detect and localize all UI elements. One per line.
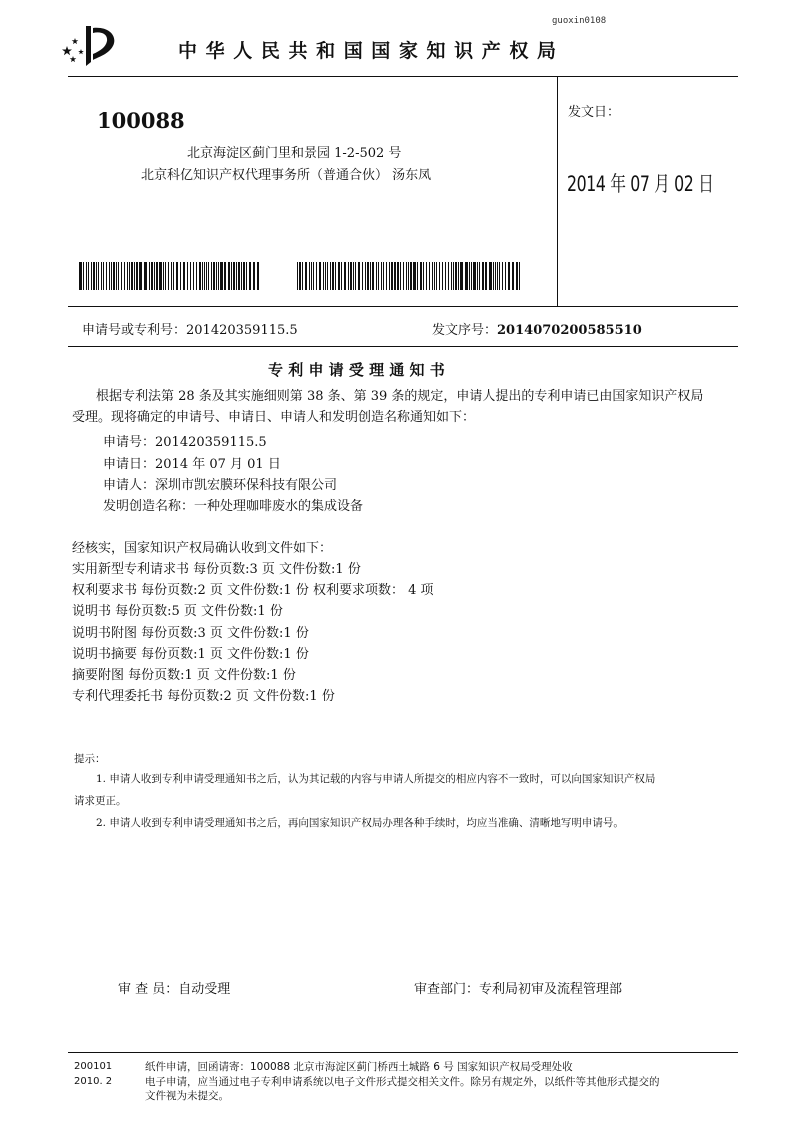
barcode-bar: [344, 262, 346, 290]
barcode-bar: [458, 262, 459, 290]
examiner-label: 审 查 员：: [118, 982, 179, 997]
barcode-bar: [413, 262, 416, 290]
barcode-bar: [389, 262, 390, 290]
barcode-bar: [309, 262, 310, 290]
barcode-right: [297, 262, 520, 290]
barcode-bar: [489, 262, 492, 290]
barcode-bar: [243, 262, 245, 290]
barcode-bar: [519, 262, 520, 290]
barcode-bar: [479, 262, 480, 290]
department-value: 专利局初审及流程管理部: [479, 982, 623, 997]
barcode-bar: [417, 262, 418, 290]
barcode-bar: [118, 262, 119, 290]
barcode-bar: [96, 262, 97, 290]
tips-label: 提示：: [74, 753, 106, 765]
dispatch-date: 2014 年 07 月 02 日: [567, 172, 714, 196]
barcode-bar: [257, 262, 259, 290]
barcode-bar: [332, 262, 334, 290]
barcode-bar: [386, 262, 387, 290]
serial-number: 2014070200585510: [497, 323, 642, 338]
footer-line-1: 纸件申请，回函请寄：100088 北京市海淀区蓟门桥西土城路 6 号 国家知识产权局受理处收: [145, 1061, 573, 1073]
serial-number-label: 发文序号：: [432, 323, 498, 338]
barcode-bar: [196, 262, 197, 290]
examiner-value: 自动受理: [178, 982, 231, 997]
barcode-bar: [406, 262, 407, 290]
barcode-bar: [448, 262, 449, 290]
barcode-bar: [505, 262, 506, 290]
barcode-bar: [236, 262, 237, 290]
barcode-bar: [365, 262, 366, 290]
barcode-bar: [323, 262, 324, 290]
application-number: 201420359115.5: [186, 323, 298, 338]
barcode-bar: [316, 262, 317, 290]
barcode-bar: [442, 262, 443, 290]
barcode-bar: [429, 262, 430, 290]
barcode-bar: [367, 262, 369, 290]
address-bottom-rule: [68, 306, 738, 307]
barcode-bar: [423, 262, 424, 290]
barcode-bar: [149, 262, 150, 290]
barcode-bar: [426, 262, 427, 290]
footer-code-1: 200101: [74, 1061, 113, 1072]
barcode-bar: [313, 262, 314, 290]
document-item: 权利要求书 每份页数:2 页 文件份数:1 份 权利要求项数： 4 项: [72, 583, 434, 598]
barcode-bar: [134, 262, 135, 290]
barcode-bar: [218, 262, 219, 290]
barcode-bar: [495, 262, 496, 290]
barcode-bar: [213, 262, 215, 290]
examiner-row: [118, 978, 230, 997]
barcode-bar: [439, 262, 440, 290]
footer-code-2: 2010. 2: [74, 1076, 113, 1087]
barcode-bar: [171, 262, 172, 290]
barcode-bar: [199, 262, 201, 290]
barcode-bar: [403, 262, 404, 290]
barcode-bar: [370, 262, 371, 290]
barcode-bar: [362, 262, 363, 290]
barcode-bar: [168, 262, 169, 290]
tip-2: 2. 申请人收到专利申请受理通知书之后，再向国家知识产权局办理各种手续时，均应当准确、清晰地写明申请号。: [96, 817, 624, 829]
barcode-bar: [159, 262, 162, 290]
verified-intro: 经核实，国家知识产权局确认收到文件如下：: [72, 541, 333, 556]
barcode-bar: [111, 262, 112, 290]
barcode-bar: [121, 262, 122, 290]
barcode-bar: [180, 262, 181, 290]
barcode-bar: [516, 262, 518, 290]
document-item: 摘要附图 每份页数:1 页 文件份数:1 份: [72, 668, 296, 683]
barcode-bar: [383, 262, 384, 290]
barcode-bar: [436, 262, 437, 290]
barcode-bar: [453, 262, 454, 290]
barcode-bar: [113, 262, 115, 290]
document-item: 实用新型专利请求书 每份页数:3 页 文件份数:1 份: [72, 562, 361, 577]
barcode-bar: [136, 262, 138, 290]
barcode-bar: [394, 262, 396, 290]
barcode-bar: [101, 262, 102, 290]
application-number-label: 申请号或专利号：: [82, 323, 187, 338]
serial-number-row: [432, 319, 642, 338]
barcode-bar: [233, 262, 235, 290]
barcode-bar: [224, 262, 226, 290]
barcode-bar: [497, 262, 498, 290]
barcode-bar: [451, 262, 452, 290]
barcode-bar: [173, 262, 174, 290]
barcode-bar: [327, 262, 328, 290]
barcode-bar: [163, 262, 164, 290]
address-line-1: 北京海淀区蓟门里和景园 1-2-502 号: [187, 146, 402, 161]
barcode-bar: [139, 262, 142, 290]
barcode-bar: [397, 262, 399, 290]
department-row: [414, 978, 622, 997]
barcode-bar: [93, 262, 95, 290]
barcode-bar: [432, 262, 433, 290]
footer-line-2: 电子申请，应当通过电子专利申请系统以电子文件形式提交相关文件。除另有规定外，以纸件等其他形式提交的: [145, 1076, 660, 1088]
barcode-bar: [460, 262, 463, 290]
barcode-bar: [106, 262, 107, 290]
barcode-bar: [187, 262, 188, 290]
document-item: 说明书附图 每份页数:3 页 文件份数:1 份: [72, 626, 309, 641]
barcode-bar: [154, 262, 155, 290]
barcode-bar: [493, 262, 494, 290]
barcode-bar: [86, 262, 87, 290]
barcode-bar: [473, 262, 476, 290]
barcode-bar: [381, 262, 382, 290]
barcode-bar: [299, 262, 301, 290]
barcode-bar: [391, 262, 393, 290]
barcode-bar: [98, 262, 99, 290]
barcode-bar: [109, 262, 110, 290]
intro-line-2: 受理。现将确定的申请号、申请日、申请人和发明创造名称通知如下：: [72, 410, 476, 425]
barcode-bar: [176, 262, 178, 290]
barcode-bar: [127, 262, 128, 290]
barcode-bar: [499, 262, 500, 290]
barcode-bar: [91, 262, 92, 290]
dispatch-date-label: 发文日：: [568, 105, 621, 120]
document-item: 专利代理委托书 每份页数:2 页 文件份数:1 份: [72, 689, 335, 704]
barcode-bar: [131, 262, 133, 290]
barcode-bar: [190, 262, 191, 290]
barcode-bar: [297, 262, 298, 290]
footer-rule: [68, 1052, 738, 1053]
cnipa-logo: [60, 22, 118, 68]
application-number-row: [82, 319, 298, 338]
barcode-bar: [246, 262, 247, 290]
header-rule: [68, 76, 738, 77]
document-item: 说明书摘要 每份页数:1 页 文件份数:1 份: [72, 647, 309, 662]
field-application-number: 申请号：201420359115.5: [103, 435, 267, 450]
barcode-bar: [83, 262, 84, 290]
tip-1-line-2: 请求更正。: [74, 795, 127, 807]
barcode-bar: [241, 262, 242, 290]
barcode-bar: [302, 262, 303, 290]
barcode-bar: [465, 262, 468, 290]
document-code: guoxin0108: [552, 16, 607, 26]
barcode-bar: [455, 262, 457, 290]
barcode-bar: [469, 262, 470, 290]
field-applicant: 申请人：深圳市凯宏膜环保科技有限公司: [103, 478, 338, 493]
barcode-bar: [400, 262, 401, 290]
barcode-bar: [335, 262, 336, 290]
document-item: 说明书 每份页数:5 页 文件份数:1 份: [72, 604, 283, 619]
barcode-bar: [408, 262, 409, 290]
barcode-bar: [330, 262, 331, 290]
barcode-bar: [325, 262, 326, 290]
barcode-bar: [211, 262, 212, 290]
postcode: 100088: [97, 108, 185, 133]
field-invention-title: 发明创造名称：一种处理咖啡废水的集成设备: [103, 499, 364, 514]
address-line-2: 北京科亿知识产权代理事务所（普通合伙） 汤东凤: [141, 168, 432, 183]
barcode-bar: [216, 262, 217, 290]
star-icon: [62, 46, 72, 55]
barcode-bar: [165, 262, 166, 290]
department-label: 审查部门：: [414, 982, 480, 997]
barcode-bar: [305, 262, 307, 290]
notice-title: 专 利 申 请 受 理 通 知 书: [268, 361, 445, 379]
barcode-bar: [204, 262, 205, 290]
barcode-bar: [477, 262, 478, 290]
barcode-bar: [183, 262, 185, 290]
barcode-bar: [311, 262, 312, 290]
number-rule: [68, 346, 738, 347]
barcode-bar: [156, 262, 158, 290]
barcode-bar: [355, 262, 356, 290]
barcode-left: [79, 262, 261, 290]
barcode-bar: [193, 262, 194, 290]
barcode-bar: [350, 262, 352, 290]
barcode-bar: [358, 262, 360, 290]
barcode-bar: [378, 262, 379, 290]
barcode-bar: [485, 262, 487, 290]
field-filing-date: 申请日：2014 年 07 月 01 日: [103, 457, 281, 472]
barcode-bar: [79, 262, 82, 290]
barcode-bar: [103, 262, 104, 290]
organization-title: 中 华 人 民 共 和 国 国 家 知 识 产 权 局: [178, 40, 557, 62]
barcode-bar: [372, 262, 374, 290]
barcode-bar: [341, 262, 342, 290]
barcode-bar: [253, 262, 255, 290]
barcode-bar: [228, 262, 230, 290]
barcode-bar: [420, 262, 422, 290]
barcode-bar: [353, 262, 354, 290]
barcode-bar: [434, 262, 435, 290]
barcode-bar: [206, 262, 207, 290]
barcode-bar: [238, 262, 240, 290]
barcode-bar: [249, 262, 251, 290]
barcode-bar: [502, 262, 503, 290]
barcode-bar: [124, 262, 125, 290]
barcode-bar: [445, 262, 446, 290]
barcode-bar: [208, 262, 209, 290]
barcode-bar: [220, 262, 223, 290]
barcode-bar: [348, 262, 349, 290]
barcode-bar: [319, 262, 321, 290]
barcode-bar: [410, 262, 412, 290]
barcode-bar: [202, 262, 203, 290]
barcode-bar: [482, 262, 484, 290]
dispatch-divider: [557, 76, 558, 306]
barcode-bar: [144, 262, 147, 290]
barcode-bar: [512, 262, 514, 290]
tip-1-line-1: 1. 申请人收到专利申请受理通知书之后，认为其记载的内容与申请人所提交的相应内容不一致时，可以向国家知识产权局: [96, 773, 656, 785]
barcode-bar: [508, 262, 510, 290]
footer-line-3: 文件视为未提交。: [145, 1090, 229, 1102]
barcode-bar: [376, 262, 377, 290]
barcode-bar: [129, 262, 130, 290]
intro-line-1: 根据专利法第 28 条及其实施细则第 38 条、第 39 条的规定，申请人提出的专利申请已由国家知识产权局: [96, 389, 704, 404]
barcode-bar: [88, 262, 89, 290]
barcode-bar: [231, 262, 232, 290]
barcode-bar: [338, 262, 340, 290]
barcode-bar: [116, 262, 117, 290]
barcode-bar: [471, 262, 472, 290]
barcode-bar: [151, 262, 153, 290]
